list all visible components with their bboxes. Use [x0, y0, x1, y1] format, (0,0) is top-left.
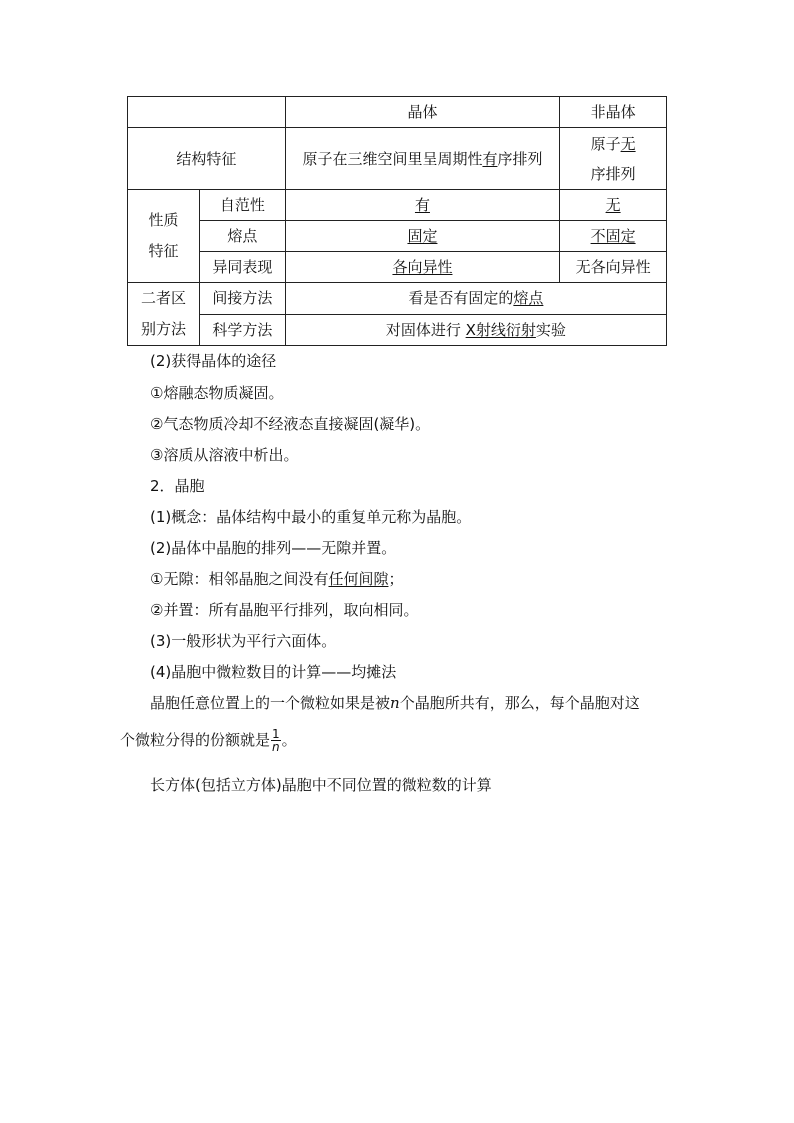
scientific-method-label: 科学方法 [199, 314, 285, 346]
property-label: 熔点 [199, 221, 285, 252]
distinguish-row-indirect [128, 283, 667, 315]
header-crystal: 晶体 [285, 97, 559, 128]
counting-paragraph-line1: 晶胞任意位置上的一个微粒如果是被n个晶胞所共有，那么，每个晶胞对这 [150, 694, 640, 712]
unit-cell-shape: (3)一般形状为平行六面体。 [150, 632, 337, 650]
property-crystal-value: 各向异性 [285, 252, 559, 283]
unit-cell-arrangement: (2)晶体中晶胞的排列——无隙并置。 [150, 539, 397, 557]
method-item-solution: ③溶质从溶液中析出。 [150, 446, 299, 464]
property-amorphous-value: 不固定 [560, 221, 667, 252]
structure-label: 结构特征 [128, 128, 286, 190]
property-row-anisotropy [128, 252, 667, 283]
structure-crystal: 原子在三维空间里呈周期性有序排列 [285, 128, 559, 190]
method-item-sublimation: ②气态物质冷却不经液态直接凝固(凝华)。 [150, 415, 431, 433]
counting-paragraph-line2: 个微粒分得的份额就是 $\frac{1}{n}$ 。 [120, 727, 297, 754]
method-item-melt: ①熔融态物质凝固。 [150, 384, 284, 402]
property-amorphous-value: 无各向异性 [560, 252, 667, 283]
distinguish-group-label: 二者区 别方法 [128, 283, 200, 346]
property-label: 自范性 [199, 190, 285, 221]
property-crystal-value: 固定 [285, 221, 559, 252]
property-amorphous-value: 无 [560, 190, 667, 221]
crystal-comparison-table [127, 96, 667, 346]
structure-amorphous: 原子无 序排列 [560, 128, 667, 190]
header-amorphous: 非晶体 [560, 97, 667, 128]
heading-crystal-methods: (2)获得晶体的途径 [150, 352, 277, 370]
property-label: 异同表现 [199, 252, 285, 283]
properties-group-label: 性质 特征 [128, 190, 200, 283]
fraction-one-over-n: $\frac{1}{n}$ [272, 727, 280, 754]
property-row-melting-point [128, 221, 667, 252]
table-header-row [128, 97, 667, 128]
heading-unit-cell: 2．晶胞 [150, 477, 205, 495]
scientific-method-value: 对固体进行 X射线衍射实验 [285, 314, 666, 346]
indirect-method-value: 看是否有固定的熔点 [285, 283, 666, 315]
indirect-method-label: 间接方法 [199, 283, 285, 315]
unit-cell-counting-heading: (4)晶胞中微粒数目的计算——均摊法 [150, 663, 397, 681]
cuboid-counting-heading: 长方体(包括立方体)晶胞中不同位置的微粒数的计算 [150, 776, 492, 794]
structure-row [128, 128, 667, 190]
distinguish-row-scientific [128, 314, 667, 346]
arrangement-no-gap: ①无隙：相邻晶胞之间没有任何间隙； [150, 570, 404, 588]
property-row-self-shaping [128, 190, 667, 221]
arrangement-parallel: ②并置：所有晶胞平行排列，取向相同。 [150, 601, 419, 619]
unit-cell-concept: (1)概念：晶体结构中最小的重复单元称为晶胞。 [150, 508, 472, 526]
table-corner-cell [128, 97, 286, 128]
property-crystal-value: 有 [285, 190, 559, 221]
